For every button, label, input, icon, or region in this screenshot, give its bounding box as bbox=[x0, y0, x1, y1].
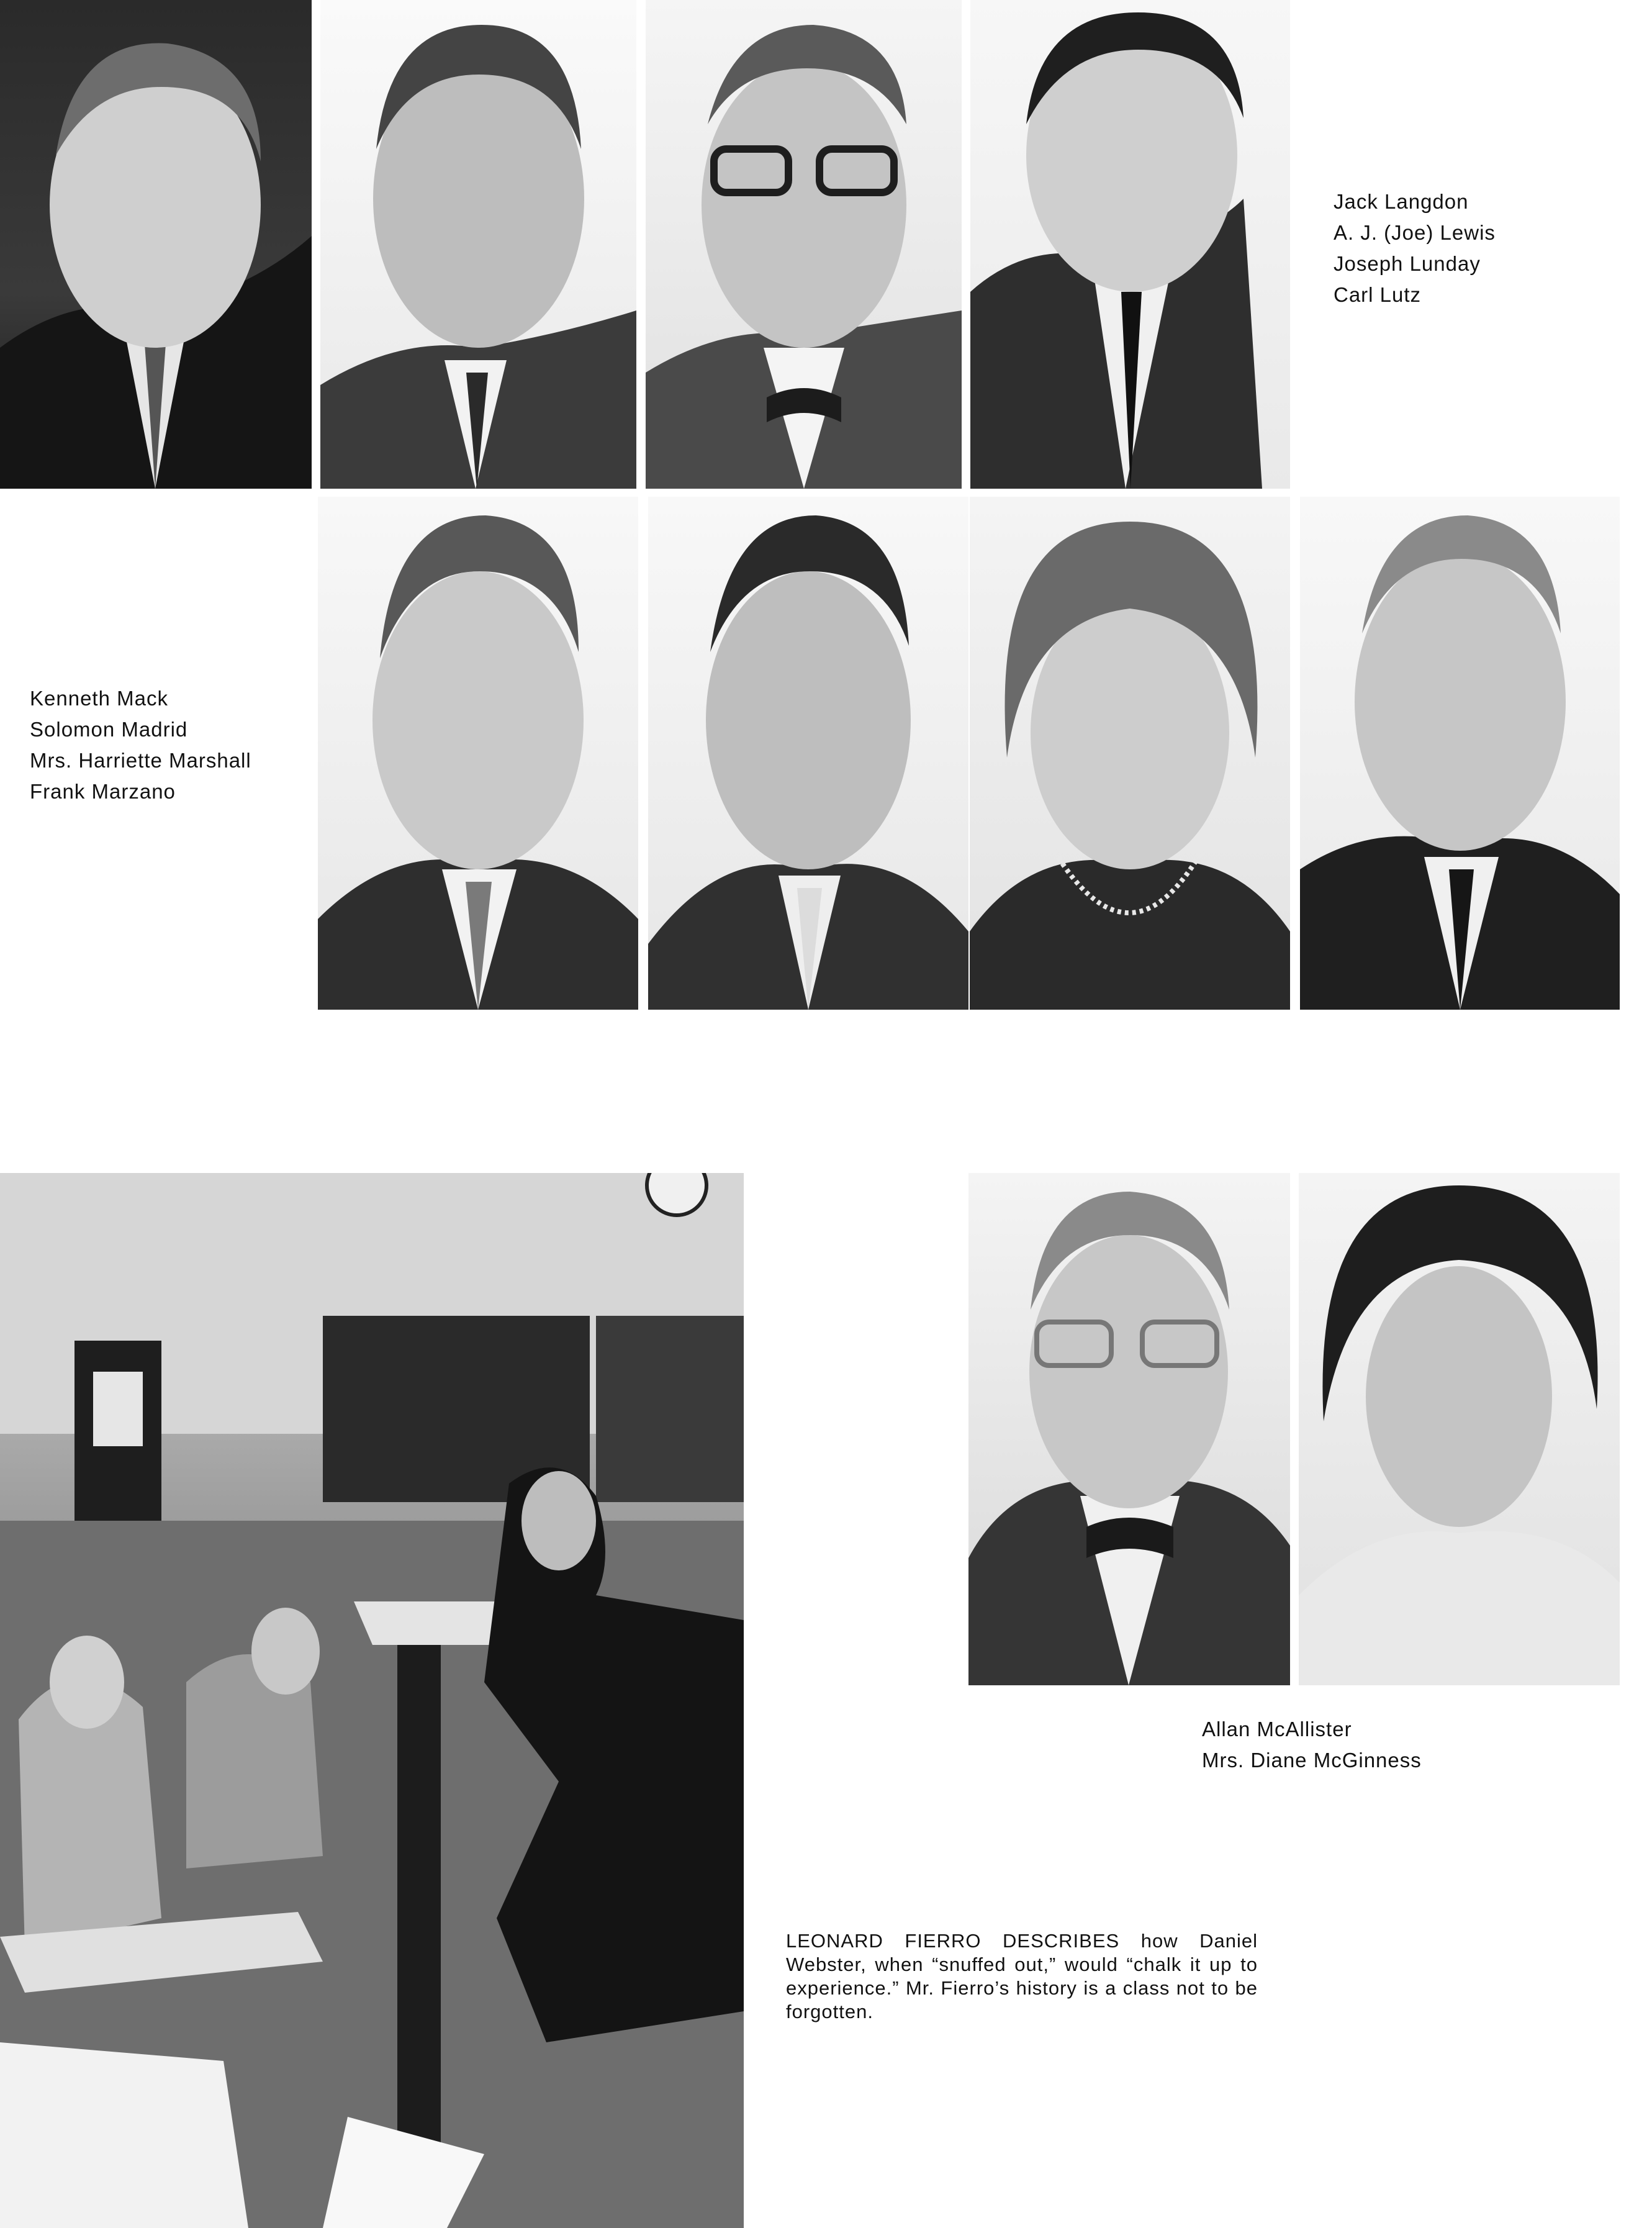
name-label: Mrs. Harriette Marshall bbox=[30, 749, 251, 772]
caption-lead: LEONARD FIERRO DESCRIBES bbox=[786, 1930, 1120, 1952]
name-label: Allan McAllister bbox=[1202, 1718, 1352, 1741]
name-label: Solomon Madrid bbox=[30, 718, 188, 741]
name-label: A. J. (Joe) Lewis bbox=[1334, 221, 1496, 244]
name-label: Joseph Lunday bbox=[1334, 252, 1481, 275]
name-label: Jack Langdon bbox=[1334, 190, 1469, 213]
portrait-carl-lutz bbox=[970, 0, 1290, 489]
portrait-frank-marzano bbox=[1300, 497, 1620, 1010]
portrait-harriette-marshall bbox=[970, 497, 1290, 1010]
portrait-allan-mcallister bbox=[968, 1173, 1290, 1685]
name-label: Frank Marzano bbox=[30, 780, 176, 803]
name-label: Carl Lutz bbox=[1334, 283, 1422, 306]
portrait-diane-mcginness bbox=[1299, 1173, 1620, 1685]
classroom-photo bbox=[0, 1173, 744, 2228]
portrait-solomon-madrid bbox=[648, 497, 968, 1010]
portrait-jack-langdon bbox=[0, 0, 312, 489]
portrait-joseph-lunday bbox=[646, 0, 962, 489]
names-row-3 bbox=[1202, 1714, 1422, 1776]
portrait-joe-lewis bbox=[320, 0, 636, 489]
name-label: Kenneth Mack bbox=[30, 687, 168, 710]
portrait-kenneth-mack bbox=[318, 497, 638, 1010]
caption-text: how Daniel Webster, when “snuffed out,” would “chalk it up to experience.” Mr. Fierro’s history is a class not to be forgotten. bbox=[786, 1930, 1258, 2022]
names-row-1 bbox=[1334, 186, 1496, 310]
classroom-caption bbox=[786, 1929, 1258, 2024]
names-row-2 bbox=[30, 683, 251, 807]
name-label: Mrs. Diane McGinness bbox=[1202, 1749, 1422, 1772]
